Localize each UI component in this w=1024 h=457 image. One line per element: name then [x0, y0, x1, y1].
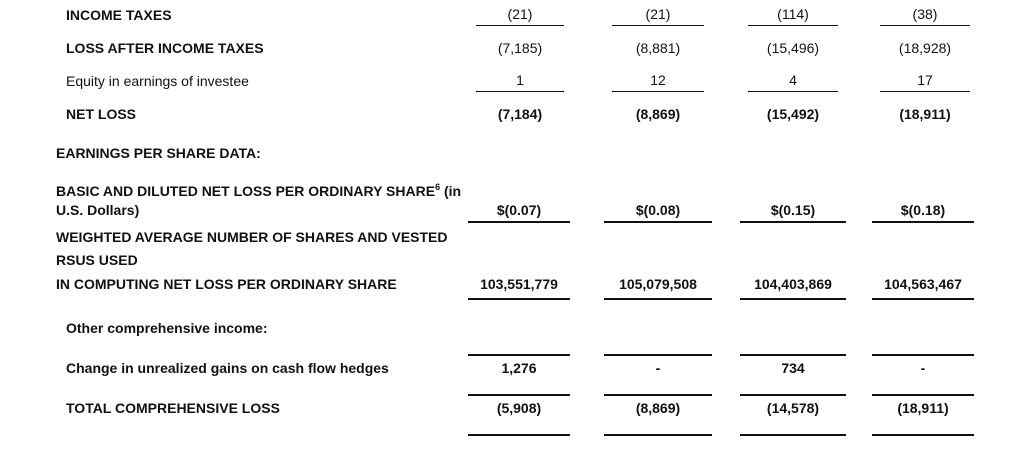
row-label-net-loss: NET LOSS: [66, 106, 137, 122]
cell-loss-after-taxes-4: (18,928): [898, 40, 952, 56]
cell-loss-after-taxes-2: (8,881): [635, 40, 681, 56]
cell-total-2: (8,869): [635, 400, 681, 416]
cell-loss-after-taxes-3: (15,496): [766, 40, 820, 56]
row-label-eps-line2: U.S. Dollars): [56, 202, 140, 218]
cell-eps-4: $(0.18): [872, 201, 974, 223]
row-label-shares-line3: IN COMPUTING NET LOSS PER ORDINARY SHARE: [56, 276, 397, 292]
cell-net-loss-1: (7,184): [497, 106, 543, 122]
row-label-shares-line2: RSUS USED: [56, 252, 138, 268]
cell-hedges-2: -: [655, 360, 661, 376]
cell-income-taxes-3: (114): [748, 5, 838, 26]
row-label-hedges: Change in unrealized gains on cash flow hedges: [66, 360, 389, 376]
rule-hedges-2: [604, 394, 712, 396]
cell-income-taxes-4: (38): [880, 5, 970, 26]
cell-equity-earnings-1: 1: [476, 71, 564, 92]
cell-shares-4: 104,563,467: [884, 276, 962, 292]
cell-total-4: (18,911): [897, 400, 949, 416]
cell-equity-earnings-3: 4: [748, 71, 838, 92]
cell-hedges-4: -: [920, 360, 926, 376]
cell-shares-2: 105,079,508: [619, 276, 697, 292]
section-heading-oci: Other comprehensive income:: [66, 320, 268, 336]
cell-income-taxes-1: (21): [476, 5, 564, 26]
cell-income-taxes-2: (21): [612, 5, 704, 26]
cell-eps-1: $(0.07): [468, 201, 570, 223]
eps-label-text: BASIC AND DILUTED NET LOSS PER ORDINARY SHARE: [56, 183, 436, 199]
row-label-total-comprehensive-loss: TOTAL COMPREHENSIVE LOSS: [66, 400, 280, 416]
cell-equity-earnings-2: 12: [612, 71, 704, 92]
rule-hedges-1: [468, 394, 570, 396]
cell-hedges-3: 734: [781, 360, 805, 376]
rule-shares-4: [872, 298, 974, 300]
rule-total-4: [872, 434, 974, 436]
cell-loss-after-taxes-1: (7,185): [497, 40, 543, 56]
eps-label-suffix: (in: [440, 183, 462, 199]
rule-oci-1: [468, 354, 570, 356]
row-label-loss-after-taxes: LOSS AFTER INCOME TAXES: [66, 40, 264, 56]
rule-shares-2: [604, 298, 712, 300]
cell-shares-1: 103,551,779: [480, 276, 558, 292]
rule-hedges-4: [872, 394, 974, 396]
cell-net-loss-2: (8,869): [635, 106, 681, 122]
rule-oci-3: [740, 354, 846, 356]
rule-shares-1: [468, 298, 570, 300]
cell-eps-2: $(0.08): [604, 201, 712, 223]
rule-total-1: [468, 434, 570, 436]
cell-eps-3: $(0.15): [740, 201, 846, 223]
cell-total-3: (14,578): [766, 400, 820, 416]
eps-footnote-marker: 6: [435, 182, 441, 192]
cell-total-1: (5,908): [496, 400, 542, 416]
cell-equity-earnings-4: 17: [880, 71, 970, 92]
rule-shares-3: [740, 298, 846, 300]
cell-net-loss-3: (15,492): [766, 106, 820, 122]
row-label-equity-earnings: Equity in earnings of investee: [66, 73, 249, 89]
section-heading-eps: EARNINGS PER SHARE DATA:: [56, 145, 261, 161]
rule-total-2: [604, 434, 712, 436]
row-label-eps-line1: [56, 182, 461, 200]
cell-shares-3: 104,403,869: [754, 276, 832, 292]
rule-total-3: [740, 434, 846, 436]
rule-hedges-3: [740, 394, 846, 396]
row-label-shares-line1: WEIGHTED AVERAGE NUMBER OF SHARES AND VESTED: [56, 229, 448, 245]
rule-oci-4: [872, 354, 974, 356]
cell-hedges-1: 1,276: [501, 360, 537, 376]
rule-oci-2: [604, 354, 712, 356]
cell-net-loss-4: (18,911): [899, 106, 951, 122]
row-label-income-taxes: INCOME TAXES: [66, 7, 172, 23]
